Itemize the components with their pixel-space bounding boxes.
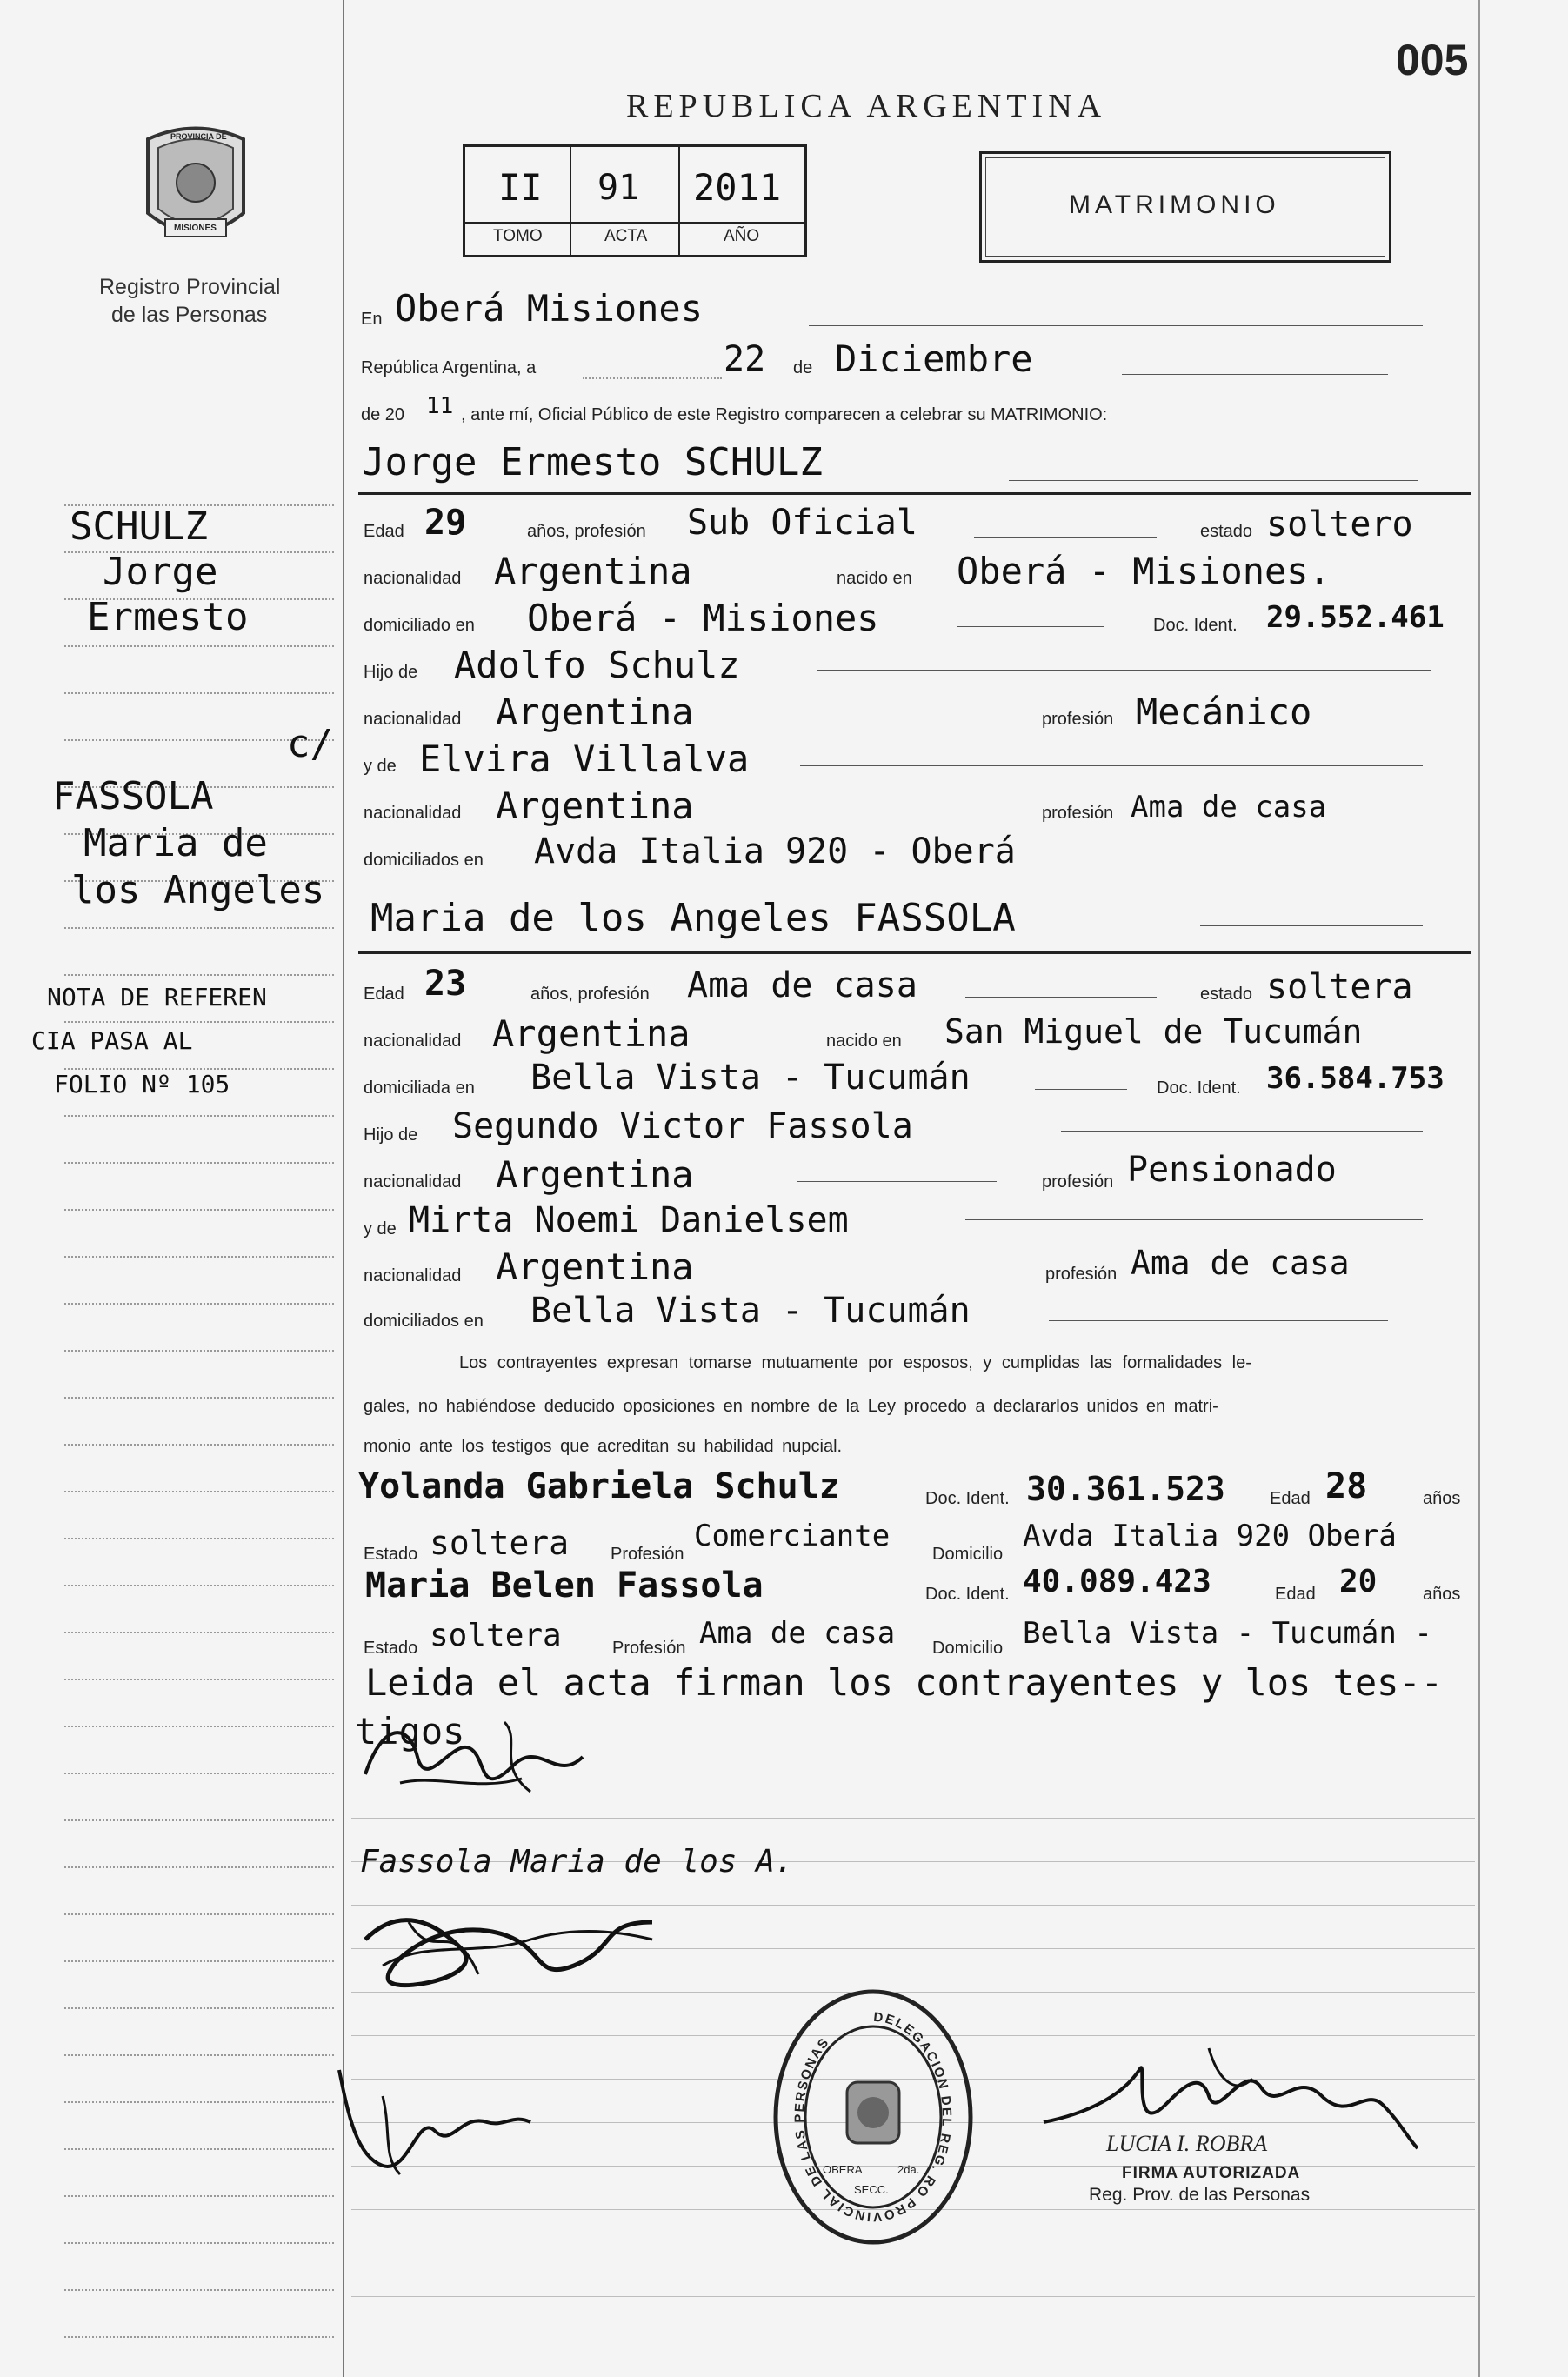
- witness-2-profession: Ama de casa: [699, 1616, 896, 1651]
- witness-1-edad-label: Edad: [1270, 1489, 1311, 1508]
- groom-nationality: Argentina: [494, 550, 692, 592]
- groom-estado-label: estado: [1200, 522, 1253, 541]
- groom-separator: [358, 492, 1471, 495]
- declaration-line-3: monio ante los testigos que acreditan su habilidad nupcial.: [364, 1437, 843, 1456]
- body-rule-line: [351, 2296, 1475, 2297]
- left-rule-line: [64, 1913, 334, 1915]
- groom-father-label: Hijo de: [364, 663, 418, 682]
- groom-birth-label: nacido en: [837, 569, 912, 588]
- left-rule-line: [64, 1162, 334, 1164]
- bride-domicile: Bella Vista - Tucumán: [530, 1058, 971, 1098]
- witness-1-civil-status: soltera: [430, 1524, 570, 1562]
- groom-profession: Sub Oficial: [687, 503, 917, 543]
- record-box: [463, 144, 807, 257]
- intro-republic-label: República Argentina, a: [361, 358, 537, 377]
- province-emblem: [139, 122, 252, 252]
- groom-signature: [348, 1705, 609, 1818]
- left-rule-line: [64, 2148, 334, 2150]
- left-rule-line: [64, 1303, 334, 1305]
- left-rule-line: [64, 927, 334, 929]
- groom-edad-label: Edad: [364, 522, 404, 541]
- bride-father-nationality: Argentina: [496, 1153, 694, 1196]
- groom-mother: Elvira Villalva: [419, 738, 750, 780]
- groom-mother-label: y de: [364, 757, 397, 776]
- ano-label: AÑO: [724, 227, 760, 245]
- bride-separator: [358, 951, 1471, 954]
- groom-parents-domicile: Avda Italia 920 - Oberá: [534, 831, 1016, 871]
- witness-2-domicile-label: Domicilio: [932, 1639, 1004, 1658]
- left-rule-line: [64, 1021, 334, 1023]
- bride-father-nationality-label: nacionalidad: [364, 1172, 462, 1192]
- intro-year-suffix: 11: [426, 393, 454, 419]
- bride-mother-nationality-label: nacionalidad: [364, 1266, 462, 1285]
- left-rule-line: [64, 1397, 334, 1399]
- tomo-value: II: [498, 166, 543, 209]
- bride-mother-nationality: Argentina: [496, 1245, 694, 1288]
- left-rule-line: [64, 1773, 334, 1774]
- bride-age: 23: [424, 964, 467, 1004]
- witness-1-age: 28: [1325, 1466, 1368, 1506]
- witness-2-signature: [330, 2061, 574, 2183]
- left-rule-line: [64, 1866, 334, 1868]
- groom-mother-profession-label: profesión: [1042, 804, 1114, 823]
- registry-name-line1: Registro Provincial: [99, 275, 281, 299]
- stamp-inner-left: OBERA: [823, 2163, 863, 2176]
- left-rule-line: [64, 1115, 334, 1117]
- body-rule-line: [351, 1818, 1475, 1819]
- closing-line-2: tigos: [355, 1710, 465, 1753]
- witness-2-name: Maria Belen Fassola: [365, 1566, 764, 1606]
- left-rule-line: [64, 2007, 334, 2009]
- witness-1-signature: [357, 1887, 670, 2009]
- witness-2-edad-label: Edad: [1275, 1585, 1316, 1604]
- left-rule-line: [64, 1538, 334, 1539]
- witness-2-anos-label: años: [1423, 1585, 1461, 1604]
- margin-reference-note-1: NOTA DE REFEREN: [47, 983, 267, 1012]
- left-rule-line: [64, 1632, 334, 1633]
- left-margin-rule: [343, 0, 344, 2377]
- closing-line-1: Leida el acta firman los contrayentes y los tes--: [365, 1661, 1444, 1704]
- ano-value: 2011: [693, 166, 782, 209]
- declaration-line-2: gales, no habiéndose deducido oposiciones en nombre de la Ley procedo a declararlos unidos en matri-: [364, 1397, 1218, 1416]
- country-header: REPUBLICA ARGENTINA: [626, 88, 1107, 124]
- certificate-type-box: [979, 151, 1391, 263]
- certificate-type: MATRIMONIO: [1069, 190, 1280, 219]
- emblem-top-text: PROVINCIA DE: [170, 132, 227, 141]
- witness-2-civil-status: soltera: [430, 1618, 562, 1653]
- witness-1-estado-label: Estado: [364, 1545, 418, 1564]
- bride-father-profession-label: profesión: [1042, 1172, 1114, 1192]
- stamp-ring-text: DELEGACION DEL REG. RO PROVINCIAL DE LAS PERSONAS: [791, 2009, 955, 2225]
- bride-father-label: Hijo de: [364, 1125, 418, 1145]
- groom-father-nationality: Argentina: [496, 691, 694, 733]
- bride-parents-domicile-label: domiciliados en: [364, 1312, 484, 1331]
- witness-1-domicile: Avda Italia 920 Oberá: [1023, 1519, 1397, 1553]
- groom-anos-label: años, profesión: [527, 522, 646, 541]
- margin-bride-surname: FASSOLA: [52, 774, 214, 818]
- witness-1-name: Yolanda Gabriela Schulz: [358, 1466, 840, 1506]
- left-rule-line: [64, 692, 334, 694]
- bride-profession: Ama de casa: [687, 965, 917, 1005]
- witness-1-doc: 30.361.523: [1026, 1470, 1225, 1508]
- bride-mother-profession: Ama de casa: [1131, 1244, 1350, 1282]
- bride-civil-status: soltera: [1266, 967, 1413, 1007]
- margin-bride-name2: los Angeles: [71, 868, 325, 912]
- bride-parents-domicile: Bella Vista - Tucumán: [530, 1291, 971, 1331]
- bride-doc: 36.584.753: [1266, 1061, 1445, 1096]
- groom-father-profession: Mecánico: [1136, 691, 1312, 733]
- bride-father-profession: Pensionado: [1127, 1150, 1337, 1190]
- left-rule-line: [64, 1491, 334, 1492]
- bride-mother-label: y de: [364, 1219, 397, 1239]
- groom-domicile: Oberá - Misiones: [527, 597, 879, 639]
- left-rule-line: [64, 2336, 334, 2338]
- folio-number: 005: [1396, 36, 1469, 84]
- left-rule-line: [64, 2289, 334, 2291]
- acta-value: 91: [597, 168, 640, 208]
- witness-1-profession: Comerciante: [694, 1519, 891, 1553]
- witness-1-doc-label: Doc. Ident.: [925, 1489, 1010, 1508]
- official-stamp: [769, 1986, 977, 2247]
- groom-doc: 29.552.461: [1266, 600, 1445, 635]
- bride-doc-label: Doc. Ident.: [1157, 1078, 1241, 1098]
- witness-2-doc: 40.089.423: [1023, 1564, 1211, 1599]
- intro-statement: , ante mí, Oficial Público de este Registro comparecen a celebrar su MATRIMONIO:: [461, 405, 1108, 424]
- official-registry: Reg. Prov. de las Personas: [1089, 2185, 1311, 2205]
- intro-de-label: de: [793, 358, 813, 377]
- left-rule-line: [64, 1444, 334, 1446]
- stamp-inner-bottom: SECC.: [854, 2183, 889, 2196]
- margin-and-symbol: c/: [287, 722, 333, 766]
- official-title: FIRMA AUTORIZADA: [1122, 2164, 1301, 2182]
- left-rule-line: [64, 2054, 334, 2056]
- bride-anos-label: años, profesión: [530, 985, 650, 1004]
- left-rule-line: [64, 2242, 334, 2244]
- acta-label: ACTA: [604, 227, 648, 245]
- declaration-line-1: Los contrayentes expresan tomarse mutuamente por esposos, y cumplidas las formalidades le-: [459, 1353, 1251, 1372]
- bride-domicile-label: domiciliada en: [364, 1078, 475, 1098]
- bride-nationality: Argentina: [492, 1012, 691, 1055]
- left-rule-line: [64, 1726, 334, 1727]
- margin-reference-note-3: FOLIO Nº 105: [54, 1070, 230, 1098]
- bride-signature: Fassola Maria de los A.: [360, 1844, 794, 1880]
- witness-1-anos-label: años: [1423, 1489, 1461, 1508]
- margin-reference-note-2: CIA PASA AL: [31, 1026, 193, 1055]
- groom-domicile-label: domiciliado en: [364, 616, 475, 635]
- intro-place: Oberá Misiones: [395, 287, 704, 330]
- intro-year-prefix: de 20: [361, 405, 405, 424]
- groom-parents-domicile-label: domiciliados en: [364, 851, 484, 870]
- groom-father: Adolfo Schulz: [454, 644, 740, 686]
- left-rule-line: [64, 1350, 334, 1352]
- groom-name: Jorge Ermesto SCHULZ: [362, 440, 823, 484]
- groom-civil-status: soltero: [1266, 504, 1413, 544]
- witness-2-doc-label: Doc. Ident.: [925, 1585, 1010, 1604]
- margin-bride-name1: Maria de: [83, 821, 268, 865]
- tomo-label: TOMO: [493, 227, 543, 245]
- groom-nationality-label: nacionalidad: [364, 569, 462, 588]
- intro-month: Diciembre: [835, 337, 1033, 380]
- bride-father: Segundo Victor Fassola: [452, 1106, 913, 1146]
- emblem-bottom-text: MISIONES: [174, 224, 217, 233]
- groom-age: 29: [424, 503, 467, 543]
- groom-mother-profession: Ama de casa: [1131, 790, 1327, 825]
- groom-doc-label: Doc. Ident.: [1153, 616, 1238, 635]
- bride-birthplace: San Miguel de Tucumán: [944, 1012, 1363, 1051]
- margin-groom-name1: Jorge: [103, 550, 218, 594]
- margin-groom-name2: Ermesto: [87, 595, 249, 639]
- groom-mother-nationality-label: nacionalidad: [364, 804, 462, 823]
- left-rule-line: [64, 1679, 334, 1680]
- left-rule-line: [64, 2101, 334, 2103]
- witness-1-profession-label: Profesión: [611, 1545, 684, 1564]
- bride-birth-label: nacido en: [826, 1032, 902, 1051]
- bride-name: Maria de los Angeles FASSOLA: [370, 896, 1016, 940]
- groom-father-profession-label: profesión: [1042, 710, 1114, 729]
- bride-edad-label: Edad: [364, 985, 404, 1004]
- bride-mother-profession-label: profesión: [1045, 1265, 1118, 1284]
- official-name: LUCIA I. ROBRA: [1106, 2131, 1268, 2156]
- groom-birthplace: Oberá - Misiones.: [957, 550, 1331, 592]
- left-rule-line: [64, 1209, 334, 1211]
- right-edge-rule: [1478, 0, 1480, 2377]
- left-rule-line: [64, 1819, 334, 1821]
- bride-mother: Mirta Noemi Danielsem: [409, 1200, 849, 1240]
- intro-en-label: En: [361, 310, 383, 329]
- witness-1-domicile-label: Domicilio: [932, 1545, 1004, 1564]
- stamp-inner-right: 2da.: [897, 2163, 920, 2176]
- bride-nationality-label: nacionalidad: [364, 1032, 462, 1051]
- left-rule-line: [64, 1960, 334, 1962]
- registry-name-line2: de las Personas: [111, 303, 268, 327]
- bride-estado-label: estado: [1200, 985, 1253, 1004]
- left-rule-line: [64, 1256, 334, 1258]
- witness-2-domicile: Bella Vista - Tucumán -: [1023, 1616, 1432, 1651]
- left-rule-line: [64, 1585, 334, 1586]
- witness-2-profession-label: Profesión: [612, 1639, 686, 1658]
- groom-mother-nationality: Argentina: [496, 785, 694, 827]
- left-rule-line: [64, 2195, 334, 2197]
- left-rule-line: [64, 645, 334, 647]
- margin-groom-surname: SCHULZ: [70, 504, 208, 549]
- witness-2-age: 20: [1339, 1564, 1378, 1599]
- witness-2-estado-label: Estado: [364, 1639, 418, 1658]
- intro-day: 22: [724, 339, 766, 379]
- groom-father-nationality-label: nacionalidad: [364, 710, 462, 729]
- left-rule-line: [64, 974, 334, 976]
